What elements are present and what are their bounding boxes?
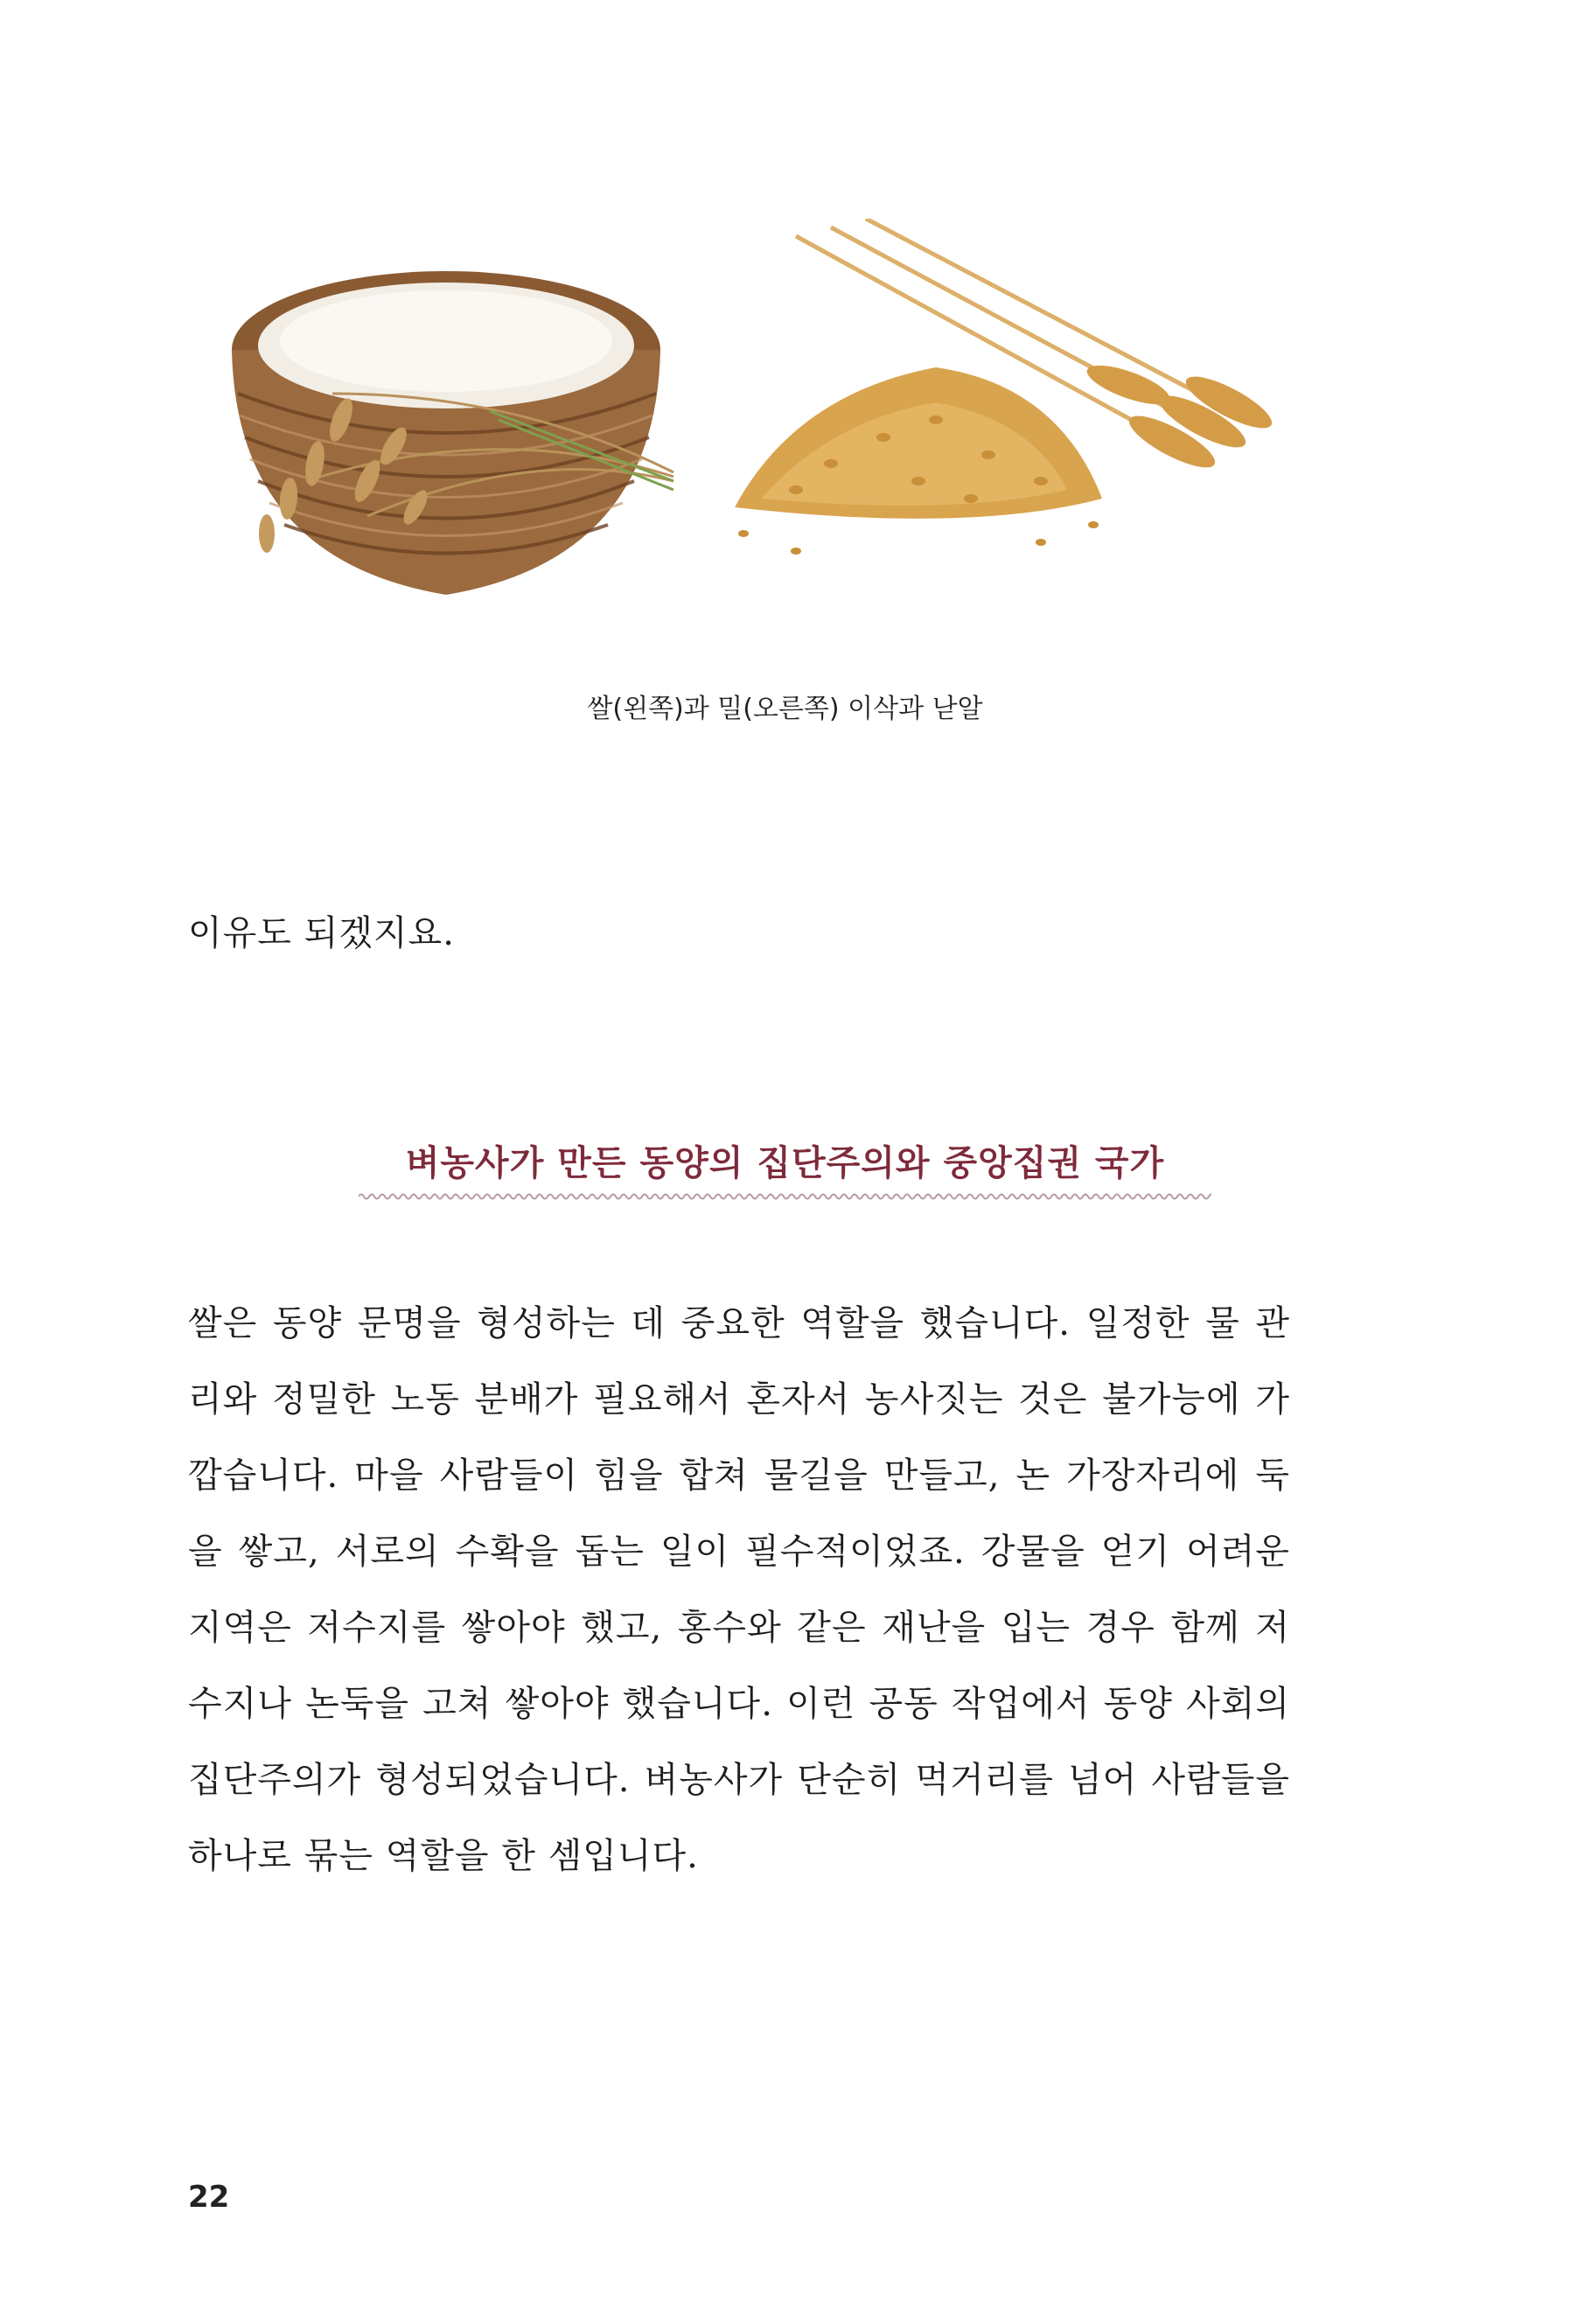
rice-wheat-illustration <box>184 219 1321 656</box>
figure-caption: 쌀(왼쪽)과 밀(오른쪽) 이삭과 낟알 <box>587 694 983 724</box>
lead-text: 이유도 되겠지요. <box>188 913 455 953</box>
section-body: 쌀은 동양 문명을 형성하는 데 중요한 역할을 했습니다. 일정한 물 관리와 정밀한 노동 분배가 필요해서 혼자서 농사짓는 것은 불가능에 가깝습니다. 마을 사람들이 힘을 합쳐 물길을 만들고, 논 가장자리에 둑을 쌓고, 서로의 수확을 돕는 일이 필수적이었죠. 강물을 얻기 어려운 지역은 저수지를 쌓아야 했고, 홍수와 같은 재난을 입는 경우 함께 저수지나 논둑을 고쳐 쌓아야 했습니다. 이런 공동 작업에서 동양 사회의 집단주의가 형성되었습니다. 벼농사가 단순히 먹거리를 넘어 사람들을 하나로 묶는 역할을 한 셈입니다. <box>188 1303 1290 1876</box>
wheat-grain-image <box>735 219 1278 555</box>
title-underline-wave <box>359 1190 1211 1204</box>
page-number: 22 <box>188 2180 230 2215</box>
section-title: 벼농사가 만든 동양의 집단주의와 중앙집권 국가 <box>405 1143 1165 1183</box>
rice-basket-image <box>232 271 673 595</box>
